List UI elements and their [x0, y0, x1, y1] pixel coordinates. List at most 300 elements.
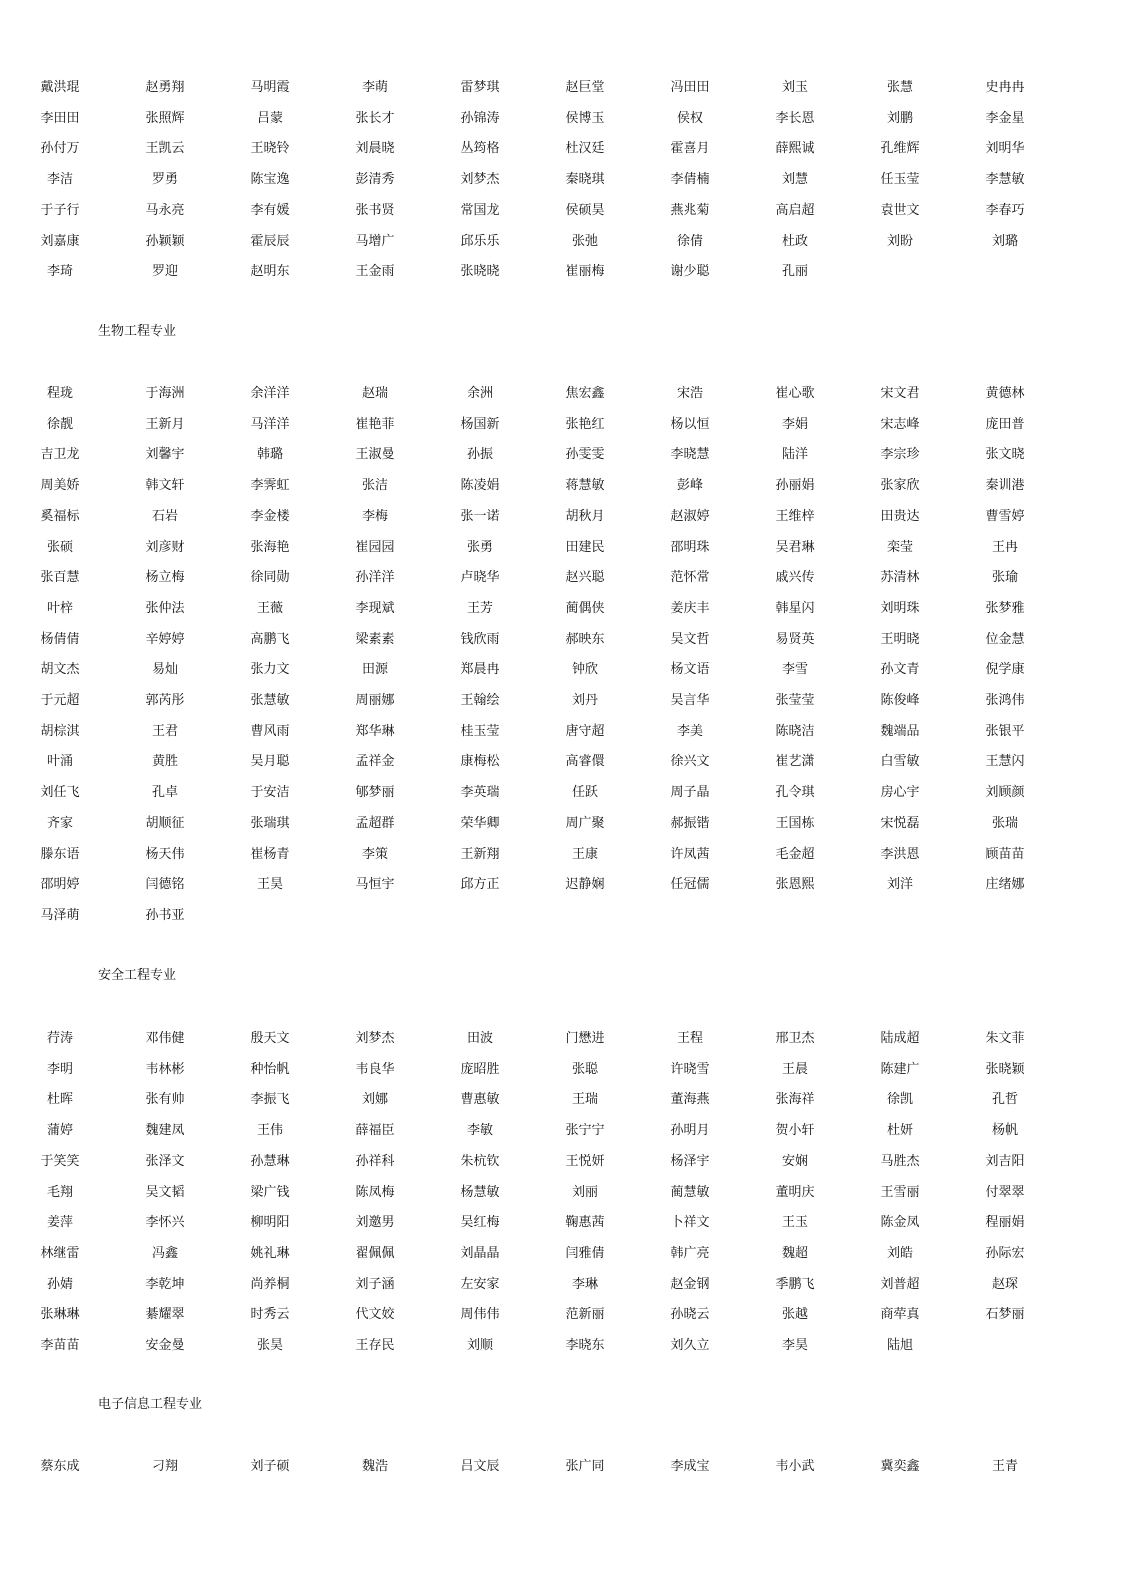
student-name: 李长恩 [775, 110, 815, 126]
student-name: 王瑞 [571, 1092, 598, 1108]
student-name: 韩文轩 [145, 478, 185, 494]
student-name: 于笑笑 [40, 1153, 80, 1169]
student-name: 崔杨青 [250, 846, 290, 862]
student-name: 李美 [676, 723, 703, 739]
student-name: 李策 [361, 846, 388, 862]
student-name: 孔卓 [151, 785, 178, 801]
student-name: 曹惠敏 [460, 1092, 500, 1108]
student-name: 赵巨堂 [565, 80, 605, 95]
student-name: 辛婷婷 [145, 631, 185, 647]
student-name: 石梦丽 [985, 1307, 1025, 1323]
student-name: 周美娇 [40, 478, 80, 494]
student-name: 王淑曼 [355, 447, 395, 463]
student-name: 王金雨 [355, 264, 395, 280]
student-name: 刘任飞 [40, 785, 80, 801]
student-name: 张鸿伟 [985, 693, 1025, 708]
student-name: 程珑 [46, 386, 73, 401]
student-name: 姜庆丰 [670, 600, 710, 616]
name-row [0, 630, 1123, 650]
student-name: 李英瑞 [460, 785, 500, 801]
student-name: 王冉 [991, 539, 1018, 555]
student-name: 孙洋洋 [355, 570, 395, 586]
name-row [0, 109, 1123, 129]
student-name: 赵金钢 [670, 1276, 710, 1292]
student-name: 李萌 [361, 80, 388, 95]
student-name: 崔艳菲 [355, 416, 395, 432]
section-heading: 生物工程专业 [98, 324, 177, 339]
student-name: 刘子硕 [250, 1459, 290, 1474]
student-name: 王存民 [355, 1338, 395, 1353]
student-name: 刘鹏 [886, 110, 913, 126]
student-name: 李倩楠 [670, 172, 710, 188]
student-name: 徐靓 [46, 416, 73, 432]
student-name: 冯鑫 [151, 1245, 178, 1261]
student-name: 张昊 [256, 1338, 283, 1353]
student-name: 安金曼 [145, 1338, 185, 1353]
student-name: 胡棕淇 [40, 723, 80, 739]
student-name: 李有媛 [250, 202, 290, 218]
student-name: 孙书亚 [145, 907, 185, 923]
name-row [0, 1060, 1123, 1080]
name-row [0, 906, 1123, 926]
student-name: 刘明珠 [880, 600, 920, 616]
student-name: 王新翔 [460, 846, 500, 862]
student-name: 王凯云 [145, 141, 185, 157]
student-name: 孙明月 [670, 1123, 710, 1139]
student-name: 李霁虹 [250, 478, 290, 494]
student-name: 奚福标 [40, 508, 80, 524]
student-name: 王悦妍 [565, 1153, 605, 1169]
student-name: 张家欣 [880, 478, 920, 494]
student-name: 孙雯雯 [565, 447, 605, 463]
student-name: 高睿儇 [565, 754, 605, 770]
student-name: 庞田普 [985, 416, 1025, 432]
student-name: 任冠儒 [670, 877, 710, 893]
student-name: 张慧 [886, 80, 913, 95]
student-name: 李宗珍 [880, 447, 920, 463]
student-name: 迟静娴 [565, 877, 605, 893]
student-name: 李晓东 [565, 1338, 605, 1353]
student-name: 孙付万 [40, 141, 80, 157]
student-name: 梁广钱 [250, 1184, 290, 1200]
student-name: 陆洋 [781, 447, 808, 463]
name-row [0, 568, 1123, 588]
student-name: 程丽娟 [985, 1215, 1025, 1231]
student-name: 门懋进 [565, 1031, 605, 1046]
student-name: 高鹏飞 [250, 631, 290, 647]
student-name: 刘久立 [670, 1338, 710, 1353]
student-name: 宋浩 [676, 386, 703, 401]
student-name: 吴言华 [670, 693, 710, 708]
name-row [0, 232, 1123, 252]
student-name: 张瑞 [991, 815, 1018, 831]
student-name: 杜妍 [886, 1123, 913, 1139]
student-name: 吴红梅 [460, 1215, 500, 1231]
student-name: 杜政 [781, 233, 808, 249]
student-name: 马胜杰 [880, 1153, 920, 1169]
student-name: 杨立梅 [145, 570, 185, 586]
student-name: 张瑞琪 [250, 815, 290, 831]
student-name: 马永亮 [145, 202, 185, 218]
student-name: 闫德铭 [145, 877, 185, 893]
student-name: 马增广 [355, 233, 395, 249]
student-name: 李春巧 [985, 202, 1025, 218]
student-name: 周广聚 [565, 815, 605, 831]
student-name: 戚兴传 [775, 570, 815, 586]
student-name: 张琳琳 [40, 1307, 80, 1323]
student-name: 张宁宁 [565, 1123, 605, 1139]
student-name: 宋文君 [880, 386, 920, 401]
student-name: 倪学康 [985, 662, 1025, 678]
student-name: 雷梦琪 [460, 80, 500, 95]
student-name: 卢晓华 [460, 570, 500, 586]
student-name: 胡秋月 [565, 508, 605, 524]
student-name: 王明晓 [880, 631, 920, 647]
student-name: 刘璐 [991, 233, 1018, 249]
name-row [0, 1244, 1123, 1264]
student-name: 刘丹 [571, 693, 598, 708]
student-name: 张勇 [466, 539, 493, 555]
student-name: 刁翔 [151, 1459, 178, 1474]
student-name: 霍辰辰 [250, 233, 290, 249]
student-name: 刘晶晶 [460, 1245, 500, 1261]
student-name: 徐同勋 [250, 570, 290, 586]
student-name: 张晓颖 [985, 1061, 1025, 1077]
student-name: 王君 [151, 723, 178, 739]
student-name: 王程 [676, 1031, 703, 1046]
name-row [0, 262, 1123, 282]
student-name: 于海洲 [145, 386, 185, 401]
student-name: 崔艺潇 [775, 754, 815, 770]
student-name: 高启超 [775, 202, 815, 218]
student-name: 房心宇 [880, 785, 920, 801]
student-name: 袁世文 [880, 202, 920, 218]
student-name: 霍喜月 [670, 141, 710, 157]
student-name: 杨以恒 [670, 416, 710, 432]
student-name: 鞠惠茜 [565, 1215, 605, 1231]
student-name: 白雪敏 [880, 754, 920, 770]
student-name: 李晓慧 [670, 447, 710, 463]
student-name: 殷天文 [250, 1031, 290, 1046]
student-name: 薛福臣 [355, 1123, 395, 1139]
student-name: 杨文语 [670, 662, 710, 678]
student-name: 张书贤 [355, 202, 395, 218]
student-name: 侯权 [676, 110, 703, 126]
student-name: 谢少聪 [670, 264, 710, 280]
student-name: 韦林彬 [145, 1061, 185, 1077]
student-name: 孟祥金 [355, 754, 395, 770]
student-name: 杜汉廷 [565, 141, 605, 157]
student-name: 马洋洋 [250, 416, 290, 432]
student-name: 邱方正 [460, 877, 500, 893]
student-name: 李琳 [571, 1276, 598, 1292]
student-name: 柳明阳 [250, 1215, 290, 1231]
student-name: 周伟伟 [460, 1307, 500, 1323]
name-row [0, 1213, 1123, 1233]
student-name: 邓伟健 [145, 1031, 185, 1046]
student-name: 王青 [991, 1459, 1018, 1474]
student-name: 刘普超 [880, 1276, 920, 1292]
student-name: 王薇 [256, 600, 283, 616]
student-name: 余洲 [466, 386, 493, 401]
student-name: 戴洪琨 [40, 80, 80, 95]
student-name: 杨帆 [991, 1123, 1018, 1139]
student-name: 付翠翠 [985, 1184, 1025, 1200]
student-name: 马明霞 [250, 80, 290, 95]
student-name: 燕兆菊 [670, 202, 710, 218]
student-name: 季鹏飞 [775, 1276, 815, 1292]
student-name: 李怀兴 [145, 1215, 185, 1231]
student-name: 李昊 [781, 1338, 808, 1353]
name-row [0, 1183, 1123, 1203]
student-name: 胡顺征 [145, 815, 185, 831]
student-name: 吴文哲 [670, 631, 710, 647]
student-name: 贺小轩 [775, 1123, 815, 1139]
student-name: 綦耀翠 [145, 1307, 185, 1323]
student-name: 董明庆 [775, 1184, 815, 1200]
student-name: 魏建凤 [145, 1123, 185, 1139]
student-name: 侯博玉 [565, 110, 605, 126]
student-name: 钱欣雨 [460, 631, 500, 647]
student-name: 姜萍 [46, 1215, 73, 1231]
student-name: 李敏 [466, 1123, 493, 1139]
student-name: 李苗苗 [40, 1338, 80, 1353]
student-name: 李慧敏 [985, 172, 1025, 188]
student-name: 陈晓洁 [775, 723, 815, 739]
student-name: 郝振锴 [670, 815, 710, 831]
name-row [0, 445, 1123, 465]
student-name: 李振飞 [250, 1092, 290, 1108]
student-name: 张银平 [985, 723, 1025, 739]
name-row [0, 1457, 1123, 1477]
student-name: 李金楼 [250, 508, 290, 524]
student-name: 张晓晓 [460, 264, 500, 280]
student-name: 任玉莹 [880, 172, 920, 188]
student-name: 苏清林 [880, 570, 920, 586]
student-name: 张硕 [46, 539, 73, 555]
student-name: 赵兴聪 [565, 570, 605, 586]
student-name: 孙际宏 [985, 1245, 1025, 1261]
student-name: 翟佩佩 [355, 1245, 395, 1261]
student-name: 李田田 [40, 110, 80, 126]
student-name: 杨慧敏 [460, 1184, 500, 1200]
name-row [0, 875, 1123, 895]
student-name: 刘皓 [886, 1245, 913, 1261]
name-row [0, 415, 1123, 435]
student-name: 于子行 [40, 202, 80, 218]
student-name: 黄德林 [985, 386, 1025, 401]
student-name: 冀奕鑫 [880, 1459, 920, 1474]
student-name: 石岩 [151, 508, 178, 524]
student-name: 张莹莹 [775, 693, 815, 708]
student-name: 栾莹 [886, 539, 913, 555]
student-name: 张广同 [565, 1459, 605, 1474]
student-name: 赵明东 [250, 264, 290, 280]
student-name: 叶梓 [46, 600, 73, 616]
name-row [0, 1090, 1123, 1110]
student-name: 赵琛 [991, 1276, 1018, 1292]
student-name: 孙锦涛 [460, 110, 500, 126]
student-name: 范新丽 [565, 1307, 605, 1323]
student-name: 陈凌娟 [460, 478, 500, 494]
student-name: 曹雪婷 [985, 508, 1025, 524]
student-name: 蔡东成 [40, 1459, 80, 1474]
student-name: 齐家 [46, 815, 73, 831]
student-name: 秦训港 [985, 478, 1025, 494]
student-name: 陈凤梅 [355, 1184, 395, 1200]
student-name: 崔心歌 [775, 386, 815, 401]
student-name: 冯田田 [670, 80, 710, 95]
student-name: 滕东语 [40, 846, 80, 862]
student-name: 史冉冉 [985, 80, 1025, 95]
student-name: 商荦真 [880, 1307, 920, 1323]
student-name: 张洁 [361, 478, 388, 494]
student-name: 李现斌 [355, 600, 395, 616]
student-name: 孙婧 [46, 1276, 73, 1292]
student-name: 张照辉 [145, 110, 185, 126]
student-name: 郑晨冉 [460, 662, 500, 678]
student-name: 位金慧 [985, 631, 1025, 647]
student-name: 李琦 [46, 264, 73, 280]
student-name: 田贵达 [880, 508, 920, 524]
student-name: 孟超群 [355, 815, 395, 831]
student-name: 吕文辰 [460, 1459, 500, 1474]
student-name: 徐倩 [676, 233, 703, 249]
student-name: 张海艳 [250, 539, 290, 555]
student-name: 彭清秀 [355, 172, 395, 188]
student-name: 庞昭胜 [460, 1061, 500, 1077]
student-name: 李明 [46, 1061, 73, 1077]
student-name: 刘晨晓 [355, 141, 395, 157]
student-name: 孙慧琳 [250, 1153, 290, 1169]
student-name: 朱文菲 [985, 1031, 1025, 1046]
name-row [0, 139, 1123, 159]
student-name: 陆旭 [886, 1338, 913, 1353]
student-name: 李乾坤 [145, 1276, 185, 1292]
student-name: 张力文 [250, 662, 290, 678]
student-name: 刘嘉康 [40, 233, 80, 249]
name-row [0, 1029, 1123, 1049]
student-name: 刘子涵 [355, 1276, 395, 1292]
student-name: 陈金凤 [880, 1215, 920, 1231]
student-name: 张海祥 [775, 1092, 815, 1108]
student-name: 杜晖 [46, 1092, 73, 1108]
student-name: 陆成超 [880, 1031, 920, 1046]
student-name: 钟欣 [571, 662, 598, 678]
student-name: 田建民 [565, 539, 605, 555]
student-name: 董海燕 [670, 1092, 710, 1108]
student-name: 孙文青 [880, 662, 920, 678]
student-name: 许凤茜 [670, 846, 710, 862]
student-name: 刘馨宇 [145, 447, 185, 463]
student-name: 蒲婷 [46, 1123, 73, 1139]
student-name: 于元超 [40, 693, 80, 708]
name-row [0, 599, 1123, 619]
student-name: 赵勇翔 [145, 80, 185, 95]
student-name: 张仲法 [145, 600, 185, 616]
student-name: 邵明婷 [40, 877, 80, 893]
student-name: 赵淑婷 [670, 508, 710, 524]
student-name: 王伟 [256, 1123, 283, 1139]
student-name: 马泽萌 [40, 907, 80, 923]
section-heading: 电子信息工程专业 [98, 1397, 203, 1412]
student-name: 张文晓 [985, 447, 1025, 463]
student-name: 王芳 [466, 600, 493, 616]
student-name: 张慧敏 [250, 693, 290, 708]
student-name: 张泽文 [145, 1153, 185, 1169]
student-name: 王玉 [781, 1215, 808, 1231]
student-name: 薛熙诚 [775, 141, 815, 157]
student-name: 许晓雪 [670, 1061, 710, 1077]
student-name: 杨泽宇 [670, 1153, 710, 1169]
name-row [0, 201, 1123, 221]
student-name: 李洪恩 [880, 846, 920, 862]
student-name: 徐兴文 [670, 754, 710, 770]
student-name: 郭芮彤 [145, 693, 185, 708]
student-name: 胡文杰 [40, 662, 80, 678]
student-name: 种怡帆 [250, 1061, 290, 1077]
student-name: 韦良华 [355, 1061, 395, 1077]
student-name: 王晨 [781, 1061, 808, 1077]
student-name: 王维梓 [775, 508, 815, 524]
student-name: 邱乐乐 [460, 233, 500, 249]
student-name: 魏浩 [361, 1459, 388, 1474]
student-name: 尚养桐 [250, 1276, 290, 1292]
name-row [0, 1336, 1123, 1356]
student-name: 顾苗苗 [985, 846, 1025, 862]
student-name: 罗勇 [151, 172, 178, 188]
student-name: 蒋慧敏 [565, 478, 605, 494]
student-name: 孙祥科 [355, 1153, 395, 1169]
student-name: 杨倩倩 [40, 631, 80, 647]
student-name: 常国龙 [460, 202, 500, 218]
student-name: 邵明珠 [670, 539, 710, 555]
student-name: 吴月聪 [250, 754, 290, 770]
student-name: 李成宝 [670, 1459, 710, 1474]
student-name: 张一诺 [460, 508, 500, 524]
student-name: 田源 [361, 662, 388, 678]
student-name: 孔维辉 [880, 141, 920, 157]
student-name: 侯硕昊 [565, 202, 605, 218]
student-name: 李娟 [781, 416, 808, 432]
student-name: 崔园园 [355, 539, 395, 555]
student-name: 孙晓云 [670, 1307, 710, 1323]
name-row [0, 752, 1123, 772]
student-name: 王晓铃 [250, 141, 290, 157]
student-name: 荇涛 [46, 1031, 73, 1046]
name-row [0, 507, 1123, 527]
student-name: 郑华琳 [355, 723, 395, 739]
student-name: 梁素素 [355, 631, 395, 647]
student-name: 孔丽 [781, 264, 808, 280]
student-name: 刘慧 [781, 172, 808, 188]
student-name: 朱杭钦 [460, 1153, 500, 1169]
student-name: 张恩熙 [775, 877, 815, 893]
student-name: 姚礼琳 [250, 1245, 290, 1261]
student-name: 吕蒙 [256, 110, 283, 126]
name-row [0, 170, 1123, 190]
name-row [0, 384, 1123, 404]
student-name: 马恒宇 [355, 877, 395, 893]
student-name: 刘明华 [985, 141, 1025, 157]
student-name: 邢卫杰 [775, 1031, 815, 1046]
student-name: 王翰绘 [460, 693, 500, 708]
student-name: 余洋洋 [250, 386, 290, 401]
student-name: 李金星 [985, 110, 1025, 126]
student-name: 丛筠格 [460, 141, 500, 157]
student-name: 张艳红 [565, 416, 605, 432]
student-name: 张百慧 [40, 570, 80, 586]
